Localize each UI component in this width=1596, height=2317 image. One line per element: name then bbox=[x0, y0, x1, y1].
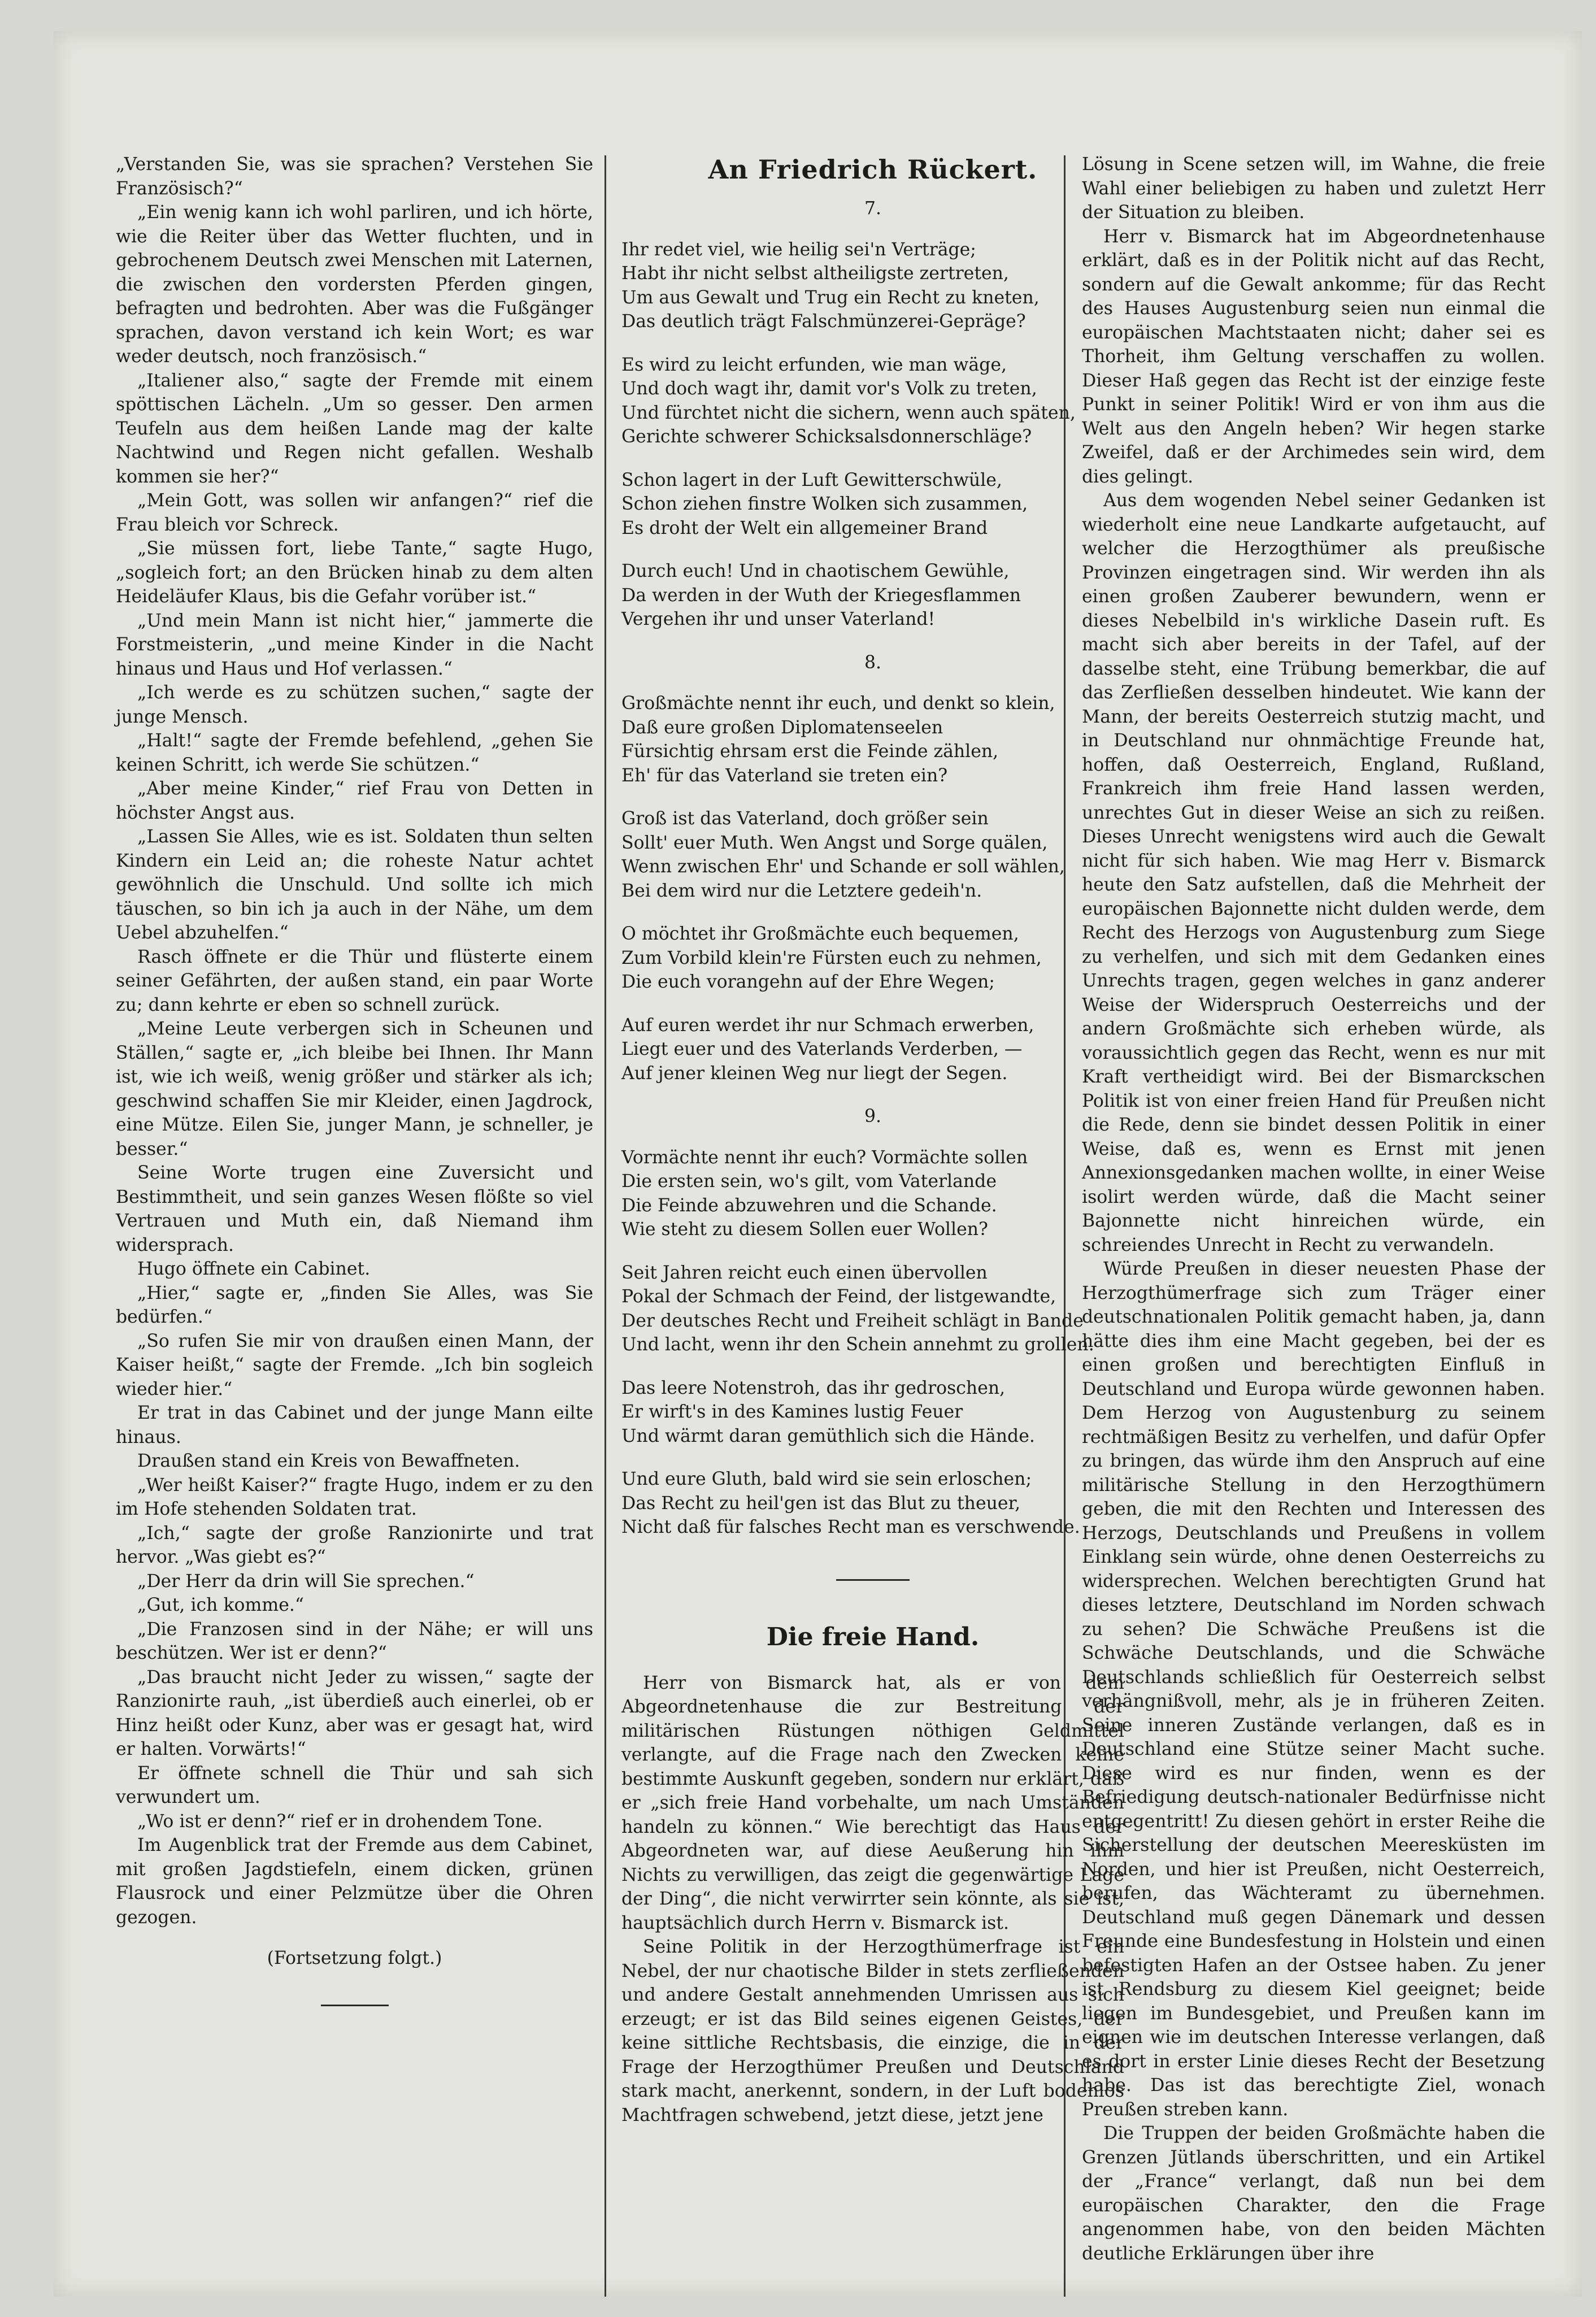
story-paragraph: „Italiener also,“ sagte der Fremde mit einem spöttischen Lächeln. „Um so gesser. Den armen Teufeln aus dem heißen Lande mag der kalte Nachtwind und Regen nicht gefallen. Weshalb kommen sie her?“ bbox=[116, 370, 593, 487]
section-separator bbox=[836, 1579, 910, 1581]
verse-line: Gerichte schwerer Schicksalsdonnerschläge? bbox=[621, 427, 1032, 447]
article-paragraph: Lösung in Scene setzen will, im Wahne, die freie Wahl einer beliebigen zu haben und zuletzt Herr der Situation zu bleiben. bbox=[1082, 154, 1545, 223]
story-paragraph: „Und mein Mann ist nicht hier,“ jammerte die Forstmeisterin, „und meine Kinder in die Nacht hinaus und Haus und Hof verlassen.“ bbox=[116, 610, 593, 679]
verse-line: Die euch vorangehn auf der Ehre Wegen; bbox=[621, 972, 995, 992]
article-paragraph: Herr von Bismarck hat, als er von dem Abgeordnetenhause die zur Bestreitung der militärischen Rüstungen nöthigen Geldmittel verlangte, auf die Frage nach den Zwecken keine bestimmte Auskunft gegeben, sondern nur erklärt, daß er „sich freie Hand vorbehalte, um nach Umständen handeln zu können.“ Wie berechtigt das Haus der Abgeordneten war, auf diese Aeußerung hin ihm Nichts zu verwilligen, das zeigt die gegenwärtige Lage der Ding“, die nicht verwirrter sein könnte, als sie ist, hauptsächlich durch Herrn v. Bismarck ist. bbox=[621, 1672, 1124, 1933]
verse-line: Seit Jahren reicht euch einen übervollen bbox=[621, 1262, 988, 1283]
story-paragraph: „Wo ist er denn?“ rief er in drohendem Tone. bbox=[137, 1811, 543, 1832]
verse-line: Wie steht zu diesem Sollen euer Wollen? bbox=[621, 1219, 988, 1240]
verse-line: Und fürchtet nicht die sichern, wenn auch späten, bbox=[621, 402, 1076, 423]
story-paragraph: Hugo öffnete ein Cabinet. bbox=[137, 1259, 371, 1279]
story-paragraph: „Das braucht nicht Jeder zu wissen,“ sagte der Ranzionirte rauh, „ist überdieß auch einerlei, ob er Hinz heißt oder Kunz, aber was er gesagt hat, wird er halten. Vorwärts!“ bbox=[116, 1667, 593, 1759]
verse-line: Sollt' euer Muth. Wen Angst und Sorge quälen, bbox=[621, 832, 1048, 853]
verse-line: Die ersten sein, wo's gilt, vom Vaterlande bbox=[621, 1171, 997, 1192]
verse-line: Zum Vorbild klein're Fürsten euch zu nehmen, bbox=[621, 947, 1042, 968]
article-paragraph: Herr v. Bismarck hat im Abgeordnetenhause erklärt, daß es in der Politik nicht auf das Recht, sondern auf die Gewalt ankomme; für das Recht des Hauses Augustenburg seien nun einmal die europäischen Machtstaaten nicht; daher sei es Thorheit, ihm Geltung verschaffen zu wollen. Dieser Haß gegen das Recht ist der einzige feste Punkt in seiner Politik! Wird er von ihm aus die Welt aus den Angeln heben? Wir hegen starke Zweifel, daß er der Archimedes sein wird, dem dies gelingt. bbox=[1082, 226, 1545, 487]
middle-column bbox=[621, 153, 1124, 2127]
verse-line: Schon ziehen finstre Wolken sich zusammen, bbox=[621, 494, 1028, 514]
poem-section-number: 9. bbox=[864, 1106, 882, 1127]
poem-section-number: 8. bbox=[864, 652, 882, 673]
right-column bbox=[1082, 153, 1545, 2266]
verse-line: Durch euch! Und in chaotischem Gewühle, bbox=[621, 561, 1010, 581]
stanza bbox=[621, 1014, 1124, 1086]
verse-line: Vormächte nennt ihr euch? Vormächte sollen bbox=[621, 1147, 1028, 1168]
verse-line: Und doch wagt ihr, damit vor's Volk zu treten, bbox=[621, 379, 1037, 399]
verse-line: Eh' für das Vaterland sie treten ein? bbox=[621, 765, 948, 786]
verse-line: Nicht daß für falsches Recht man es verschwende. bbox=[621, 1517, 1080, 1537]
article-title: Die freie Hand. bbox=[766, 1622, 980, 1651]
article-paragraph: Aus dem wogenden Nebel seiner Gedanken ist wiederholt eine neue Landkarte aufgetaucht, auf welcher die Herzogthümer als preußische Provinzen eingetragen sind. Wir werden ihn als einen großen Zauberer bewundern, wenn er dieses Nebelbild in's wirkliche Dasein ruft. Es macht sich aber bereits in der Tafel, auf der dasselbe steht, eine Trübung bemerkbar, die auf das Zerfließen desselben hindeutet. Wie kann der Mann, der bereits Oesterreich stutzig macht, und in Deutschland nur ohnmächtige Freunde hat, hoffen, daß Oesterreich, England, Rußland, Frankreich ihm freie Hand lassen werden, unrechtes Gut in dieser Weise an sich zu reißen. Dieses Unrecht wenigstens wird auch die Gewalt nicht für sich haben. Wie mag Herr v. Bismarck heute den Satz aufstellen, daß die Mehrheit der europäischen Bajonnette nicht dulden werde, dem Recht des Herzogs von Augustenburg zum Siege zu verhelfen, und sich mit dem Gedanken eines Unrechts tragen, gegen welches in ganz anderer Weise der Widerspruch Oesterreichs und der andern Großmächte sich erheben würde, als voraussichtlich gegen das Recht, wenn es nur mit Kraft vertheidigt wird. Bei der Bismarckschen Politik ist von einer freien Hand für Preußen nicht die Rede, denn sie bindet dessen Politik in einer Weise, daß es, wenn es Ernst mit jenen Annexionsgedanken machen wollte, in einer Weise isolirt werden würde, daß die Macht seiner Bajonnette nicht hinreichen würde, ein schreiendes Unrecht in Recht zu verwandeln. bbox=[1082, 490, 1545, 1255]
verse-line: Daß eure großen Diplomatenseelen bbox=[621, 717, 943, 738]
story-paragraph: „So rufen Sie mir von draußen einen Mann, der Kaiser heißt,“ sagte der Fremde. „Ich bin sogleich wieder hier.“ bbox=[116, 1331, 593, 1399]
column-divider-left bbox=[605, 155, 606, 2297]
poem-section-number: 7. bbox=[864, 198, 882, 219]
story-paragraph: „Halt!“ sagte der Fremde befehlend, „gehen Sie keinen Schritt, ich werde Sie schützen.“ bbox=[116, 731, 593, 775]
story-paragraph: „Mein Gott, was sollen wir anfangen?“ rief die Frau bleich vor Schreck. bbox=[116, 490, 593, 535]
verse-line: Das Recht zu heil'gen ist das Blut zu theuer, bbox=[621, 1493, 1021, 1514]
stanza bbox=[621, 559, 1124, 632]
story-paragraph: Er öffnete schnell die Thür und sah sich verwundert um. bbox=[116, 1763, 593, 1807]
article-paragraph: Würde Preußen in dieser neuesten Phase der Herzogthümerfrage sich zum Träger einer deutschnationalen Politik gemacht haben, ja, dann hätte dies ihm eine Macht gegeben, bei der es einen großen und berechtigten Einfluß in Deutschland und Europa würde gewonnen haben. Dem Herzog von Augustenburg zu seinem rechtmäßigen Besitz zu verhelfen, und dafür Opfer zu bringen, das würde ihm den Anspruch auf eine militärische Stellung in den Herzogthümern geben, die mit den Rechten und Interessen des Herzogs, Deutschlands und Preußens in vollem Einklang sein würde, ohne denen Oesterreichs zu widersprechen. Welchen berechtigten Grund hat dieses letztere, Deutschland im Norden schwach zu sehen? Die Schwäche Preußens ist die Schwäche Deutschlands, und die Schwäche Deutschlands schließlich für Oesterreich selbst verhängnißvoll, mehr, als je in früheren Zeiten. Seine inneren Zustände verlangen, daß es in Deutschland eine Stütze seiner Macht suche. Diese wird es nur finden, wenn es der Befriedigung deutsch-nationaler Bedürfnisse nicht entgegentritt! Zu diesen gehört in erster Reihe die Sicherstellung der deutschen Meeresküsten im Norden, und hier ist Preußen, nicht Oesterreich, berufen, das Wächteramt zu übernehmen. Deutschland muß gegen Dänemark und dessen Freunde eine Bundesfestung in Holstein und einen befestigten Hafen an der Ostsee haben. Zu jener ist Rendsburg zu diesem Kiel geeignet; beide liegen im Bundesgebiet, und Preußen kann im eignen wie im deutschen Interesse verlangen, daß es dort in erster Linie dieses Recht der Besetzung habe. Das ist das berechtigte Ziel, wonach Preußen streben kann. bbox=[1082, 1259, 1545, 2120]
stanza bbox=[621, 1376, 1124, 1449]
verse-line: Vergehen ihr und unser Vaterland! bbox=[621, 609, 936, 629]
verse-line: Schon lagert in der Luft Gewitterschwüle, bbox=[621, 470, 1002, 490]
verse-line: Die Feinde abzuwehren und die Schande. bbox=[621, 1195, 997, 1216]
verse-line: Und eure Gluth, bald wird sie sein erloschen; bbox=[621, 1469, 1032, 1489]
verse-line: Der deutsches Recht und Freiheit schlägt in Bande bbox=[621, 1310, 1084, 1331]
verse-line: Da werden in der Wuth der Kriegesflammen bbox=[621, 585, 1021, 606]
story-paragraph: „Meine Leute verbergen sich in Scheunen und Ställen,“ sagte er, „ich bleibe bei Ihnen. Ihr Mann ist, wie ich weiß, wenig größer und stärker als ich; geschwind schaffen Sie mir Kleider, einen Jagdrock, eine Mütze. Eilen Sie, junger Mann, je schneller, je besser.“ bbox=[116, 1019, 593, 1159]
stanza bbox=[621, 692, 1124, 788]
story-paragraph: „Sie müssen fort, liebe Tante,“ sagte Hugo, „sogleich fort; an den Brücken hinab zu dem alten Heideläufer Klaus, bis die Gefahr vorüber ist.“ bbox=[116, 538, 593, 607]
poem-title: An Friedrich Rückert. bbox=[708, 154, 1038, 185]
verse-line: Das leere Notenstroh, das ihr gedroschen, bbox=[621, 1377, 1006, 1398]
verse-line: O möchtet ihr Großmächte euch bequemen, bbox=[621, 924, 1019, 944]
story-paragraph: „Aber meine Kinder,“ rief Frau von Detten in höchster Angst aus. bbox=[116, 779, 593, 823]
story-paragraph: „Gut, ich komme.“ bbox=[137, 1595, 305, 1615]
verse-line: Bei dem wird nur die Letztere gedeih'n. bbox=[621, 880, 982, 901]
end-rule bbox=[321, 2005, 389, 2006]
story-paragraph: Im Augenblick trat der Fremde aus dem Cabinet, mit großen Jagdstiefeln, einem dicken, grünen Flausrock und einer Pelzmütze über die Ohren gezogen. bbox=[116, 1835, 593, 1928]
verse-line: Fürsichtig ehrsam erst die Feinde zählen, bbox=[621, 741, 999, 762]
verse-line: Liegt euer und des Vaterlands Verderben, — bbox=[621, 1039, 1023, 1059]
verse-line: Auf jener kleinen Weg nur liegt der Segen. bbox=[621, 1063, 1008, 1084]
story-paragraph: „Verstanden Sie, was sie sprachen? Verstehen Sie Französisch?“ bbox=[116, 154, 593, 199]
stanza bbox=[621, 1467, 1124, 1540]
verse-line: Großmächte nennt ihr euch, und denkt so klein, bbox=[621, 693, 1055, 714]
verse-line: Und lacht, wenn ihr den Schein annehmt zu grollen. bbox=[621, 1334, 1094, 1355]
newspaper-page bbox=[54, 31, 1582, 2297]
story-paragraph: „Ich werde es zu schützen suchen,“ sagte der junge Mensch. bbox=[116, 683, 593, 727]
verse-line: Es droht der Welt ein allgemeiner Brand bbox=[621, 518, 988, 538]
story-paragraph: „Wer heißt Kaiser?“ fragte Hugo, indem er zu den im Hofe stehenden Soldaten trat. bbox=[116, 1475, 593, 1519]
story-paragraph: „Ein wenig kann ich wohl parliren, und ich hörte, wie die Reiter über das Wetter fluchten, und in gebrochenem Deutsch zwei Menschen mit Laternen, die zwischen den vordersten Pferden gingen, befragten und bedrohten. Aber was die Fußgänger sprachen, davon verstand ich kein Wort; es war weder deutsch, noch französisch.“ bbox=[116, 202, 593, 367]
story-paragraph: „Der Herr da drin will Sie sprechen.“ bbox=[137, 1571, 475, 1592]
story-paragraph: Seine Worte trugen eine Zuversicht und Bestimmtheit, und sein ganzes Wesen flößte so viel Vertrauen und Muth ein, daß Niemand ihm widersprach. bbox=[116, 1163, 593, 1255]
story-paragraph: „Die Franzosen sind in der Nähe; er will uns beschützen. Wer ist er denn?“ bbox=[116, 1619, 593, 1663]
verse-line: Um aus Gewalt und Trug ein Recht zu kneten, bbox=[621, 287, 1040, 308]
stanza bbox=[621, 353, 1124, 449]
story-paragraph: „Lassen Sie Alles, wie es ist. Soldaten thun selten Kindern ein Leid an; die roheste Natur achtet gewöhnlich die Unschuld. Und sollte ich mich täuschen, so bin ich ja auch in der Nähe, um dem Uebel abzuhelfen.“ bbox=[116, 827, 593, 943]
verse-line: Er wirft's in des Kamines lustig Feuer bbox=[621, 1402, 963, 1422]
stanza bbox=[621, 807, 1124, 903]
verse-line: Habt ihr nicht selbst altheiligste zertreten, bbox=[621, 263, 1009, 284]
stanza bbox=[621, 1261, 1124, 1357]
story-paragraph: Rasch öffnete er die Thür und flüsterte einem seiner Gefährten, der außen stand, ein paar Worte zu; dann kehrte er eben so schnell zurück. bbox=[116, 946, 593, 1015]
verse-line: Groß ist das Vaterland, doch größer sein bbox=[621, 808, 989, 829]
verse-line: Es wird zu leicht erfunden, wie man wäge, bbox=[621, 354, 1007, 375]
verse-line: Das deutlich trägt Falschmünzerei-Gepräge? bbox=[621, 311, 1026, 332]
verse-line: Wenn zwischen Ehr' und Schande er soll wählen, bbox=[621, 857, 1065, 877]
story-paragraph: „Hier,“ sagte er, „finden Sie Alles, was Sie bedürfen.“ bbox=[116, 1283, 593, 1327]
story-paragraph: „Ich,“ sagte der große Ranzionirte und trat hervor. „Was giebt es?“ bbox=[116, 1523, 593, 1567]
stanza bbox=[621, 468, 1124, 541]
article-paragraph: Die Truppen der beiden Großmächte haben die Grenzen Jütlands überschritten, und ein Artikel der „France“ verlangt, daß nun bei dem europäischen Charakter, den die Frage angenommen habe, von den beiden Mächten deutliche Erklärungen über ihre bbox=[1082, 2123, 1545, 2264]
article-paragraph: Seine Politik in der Herzogthümerfrage ist ein Nebel, der nur chaotische Bilder in stets zerfließenden und andere Gestalt annehmenden Umrissen aus sich erzeugt; er ist das Bild seines eigenen Geistes, der keine sittliche Rechtsbasis, die einzige, die in der Frage der Herzogthümer Preußen und Deutschland stark macht, anerkennt, sondern, in der Luft bodenlos Machtfragen schwebend, jetzt diese, jetzt jene bbox=[621, 1937, 1124, 2125]
story-paragraph: Draußen stand ein Kreis von Bewaffneten. bbox=[137, 1451, 520, 1471]
verse-line: Auf euren werdet ihr nur Schmach erwerben, bbox=[621, 1015, 1034, 1036]
verse-line: Ihr redet viel, wie heilig sei'n Verträge; bbox=[621, 239, 976, 260]
verse-line: Pokal der Schmach der Feind, der listgewandte, bbox=[621, 1286, 1056, 1307]
stanza bbox=[621, 922, 1124, 994]
verse-line: Und wärmt daran gemüthlich sich die Hände. bbox=[621, 1425, 1035, 1446]
stanza bbox=[621, 1146, 1124, 1242]
story-paragraph: Er trat in das Cabinet und der junge Mann eilte hinaus. bbox=[116, 1403, 593, 1447]
continuation-note: (Fortsetzung folgt.) bbox=[267, 1948, 442, 1968]
stanza bbox=[621, 238, 1124, 334]
left-column bbox=[116, 153, 593, 2006]
